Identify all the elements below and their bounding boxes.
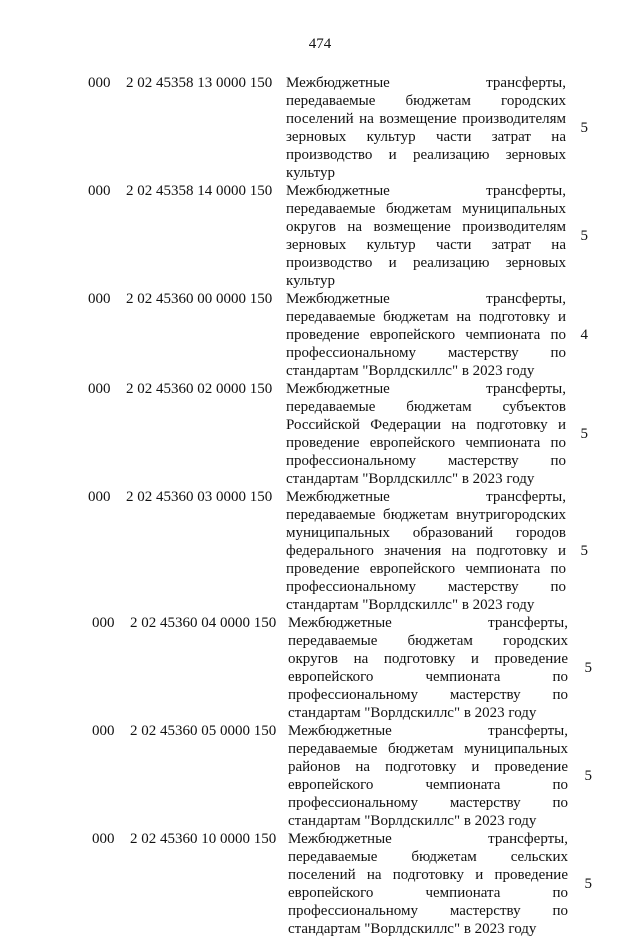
norm-value: 5 bbox=[580, 426, 588, 442]
budget-classification-code: 2 02 45358 14 0000 150 bbox=[126, 183, 273, 199]
norm-value: 5 bbox=[580, 228, 588, 244]
budget-classification-code: 2 02 45360 05 0000 150 bbox=[130, 723, 277, 739]
norm-value: 5 bbox=[584, 876, 592, 892]
income-name: Межбюджетные трансферты, передаваемые бюджетам сельских поселений на подготовку и проведение европейского чемпионата по профессиональному мастерству по стандартам "Ворлдскиллс" в 2023 году bbox=[288, 831, 568, 937]
admin-code: 000 bbox=[92, 831, 115, 847]
admin-code: 000 bbox=[92, 615, 115, 631]
budget-classification-code: 2 02 45360 02 0000 150 bbox=[126, 381, 273, 397]
income-name: Межбюджетные трансферты, передаваемые бюджетам субъектов Российской Федерации на подготовку и проведение европейского чемпионата по профессиональному мастерству по стандартам "Ворлдскиллс" в 2023 году bbox=[286, 381, 566, 487]
norm-value: 5 bbox=[580, 543, 588, 559]
table-row bbox=[0, 182, 640, 290]
table-row bbox=[0, 614, 640, 722]
income-name: Межбюджетные трансферты, передаваемые бюджетам муниципальных районов на подготовку и проведение европейского чемпионата по профессиональному мастерству по стандартам "Ворлдскиллс" в 2023 году bbox=[288, 723, 568, 829]
table-row bbox=[0, 74, 640, 182]
budget-classification-code: 2 02 45360 10 0000 150 bbox=[130, 831, 277, 847]
budget-classification-code: 2 02 45360 03 0000 150 bbox=[126, 489, 273, 505]
income-name: Межбюджетные трансферты, передаваемые бюджетам муниципальных округов на возмещение производителям зерновых культур части затрат на производство и реализацию зерновых культур bbox=[286, 183, 566, 289]
table-row bbox=[0, 380, 640, 488]
income-name: Межбюджетные трансферты, передаваемые бюджетам городских округов на подготовку и проведение европейского чемпионата по профессиональному мастерству по стандартам "Ворлдскиллс" в 2023 году bbox=[288, 615, 568, 721]
norm-value: 5 bbox=[584, 768, 592, 784]
norm-value: 5 bbox=[580, 120, 588, 136]
norm-value: 4 bbox=[580, 327, 588, 343]
table-row bbox=[0, 830, 640, 938]
budget-classification-code: 2 02 45360 04 0000 150 bbox=[130, 615, 277, 631]
admin-code: 000 bbox=[88, 381, 111, 397]
table-row bbox=[0, 488, 640, 614]
norm-value: 5 bbox=[584, 660, 592, 676]
income-name: Межбюджетные трансферты, передаваемые бюджетам на подготовку и проведение европейского чемпионата по профессиональному мастерству по стандартам "Ворлдскиллс" в 2023 году bbox=[286, 291, 566, 379]
budget-code-table bbox=[0, 74, 640, 938]
income-name: Межбюджетные трансферты, передаваемые бюджетам внутригородских муниципальных образований городов федерального значения на подготовку и проведение европейского чемпионата по профессиональному мастерству по стандартам "Ворлдскиллс" в 2023 году bbox=[286, 489, 566, 613]
admin-code: 000 bbox=[92, 723, 115, 739]
admin-code: 000 bbox=[88, 183, 111, 199]
table-row bbox=[0, 722, 640, 830]
page-number: 474 bbox=[308, 36, 332, 52]
admin-code: 000 bbox=[88, 489, 111, 505]
table-row bbox=[0, 290, 640, 380]
admin-code: 000 bbox=[88, 291, 111, 307]
budget-classification-code: 2 02 45360 00 0000 150 bbox=[126, 291, 273, 307]
admin-code: 000 bbox=[88, 75, 111, 91]
budget-classification-code: 2 02 45358 13 0000 150 bbox=[126, 75, 273, 91]
income-name: Межбюджетные трансферты, передаваемые бюджетам городских поселений на возмещение производителям зерновых культур части затрат на производство и реализацию зерновых культур bbox=[286, 75, 566, 181]
